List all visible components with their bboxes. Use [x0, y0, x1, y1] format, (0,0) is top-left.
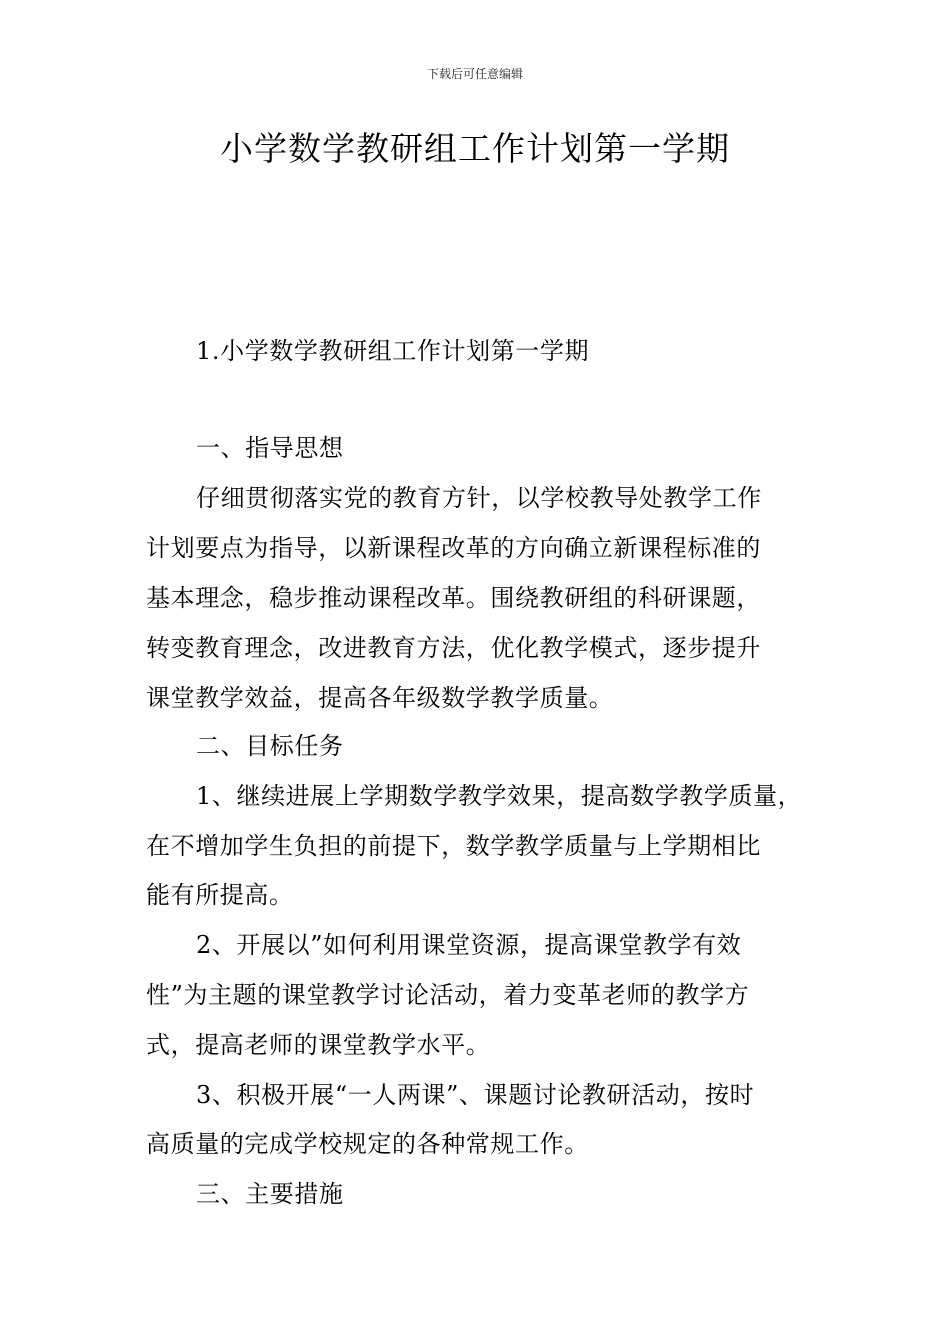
paragraph-line: 能有所提高。 [146, 881, 294, 909]
heading-goals-tasks: 二、目标任务 [196, 732, 344, 760]
document-title: 小学数学教研组工作计划第一学期 [220, 129, 730, 168]
paragraph-line: 仔细贯彻落实党的教育方针，以学校教导处教学工作 [196, 484, 762, 512]
paragraph-line: 计划要点为指导，以新课程改革的方向确立新课程标准的 [146, 534, 761, 562]
paragraph-line: 3、积极开展“一人两课”、课题讨论教研活动，按时 [196, 1081, 755, 1109]
paragraph-line: 转变教育理念，改进教育方法，优化教学模式，逐步提升 [146, 634, 761, 662]
paragraph-line: 高质量的完成学校规定的各种常规工作。 [146, 1130, 589, 1158]
paragraph-line: 1、继续进展上学期数学教学效果，提高数学教学质量， [196, 782, 803, 810]
paragraph-line: 式，提高老师的课堂教学水平。 [146, 1031, 491, 1059]
header-note: 下载后可任意编辑 [426, 67, 523, 81]
paragraph-line: 基本理念，稳步推动课程改革。围绕教研组的科研课题， [146, 584, 761, 612]
heading-guiding-ideology: 一、指导思想 [196, 434, 344, 462]
heading-main-measures: 三、主要措施 [196, 1180, 344, 1208]
paragraph-line: 在不增加学生负担的前提下，数学教学质量与上学期相比 [146, 832, 761, 860]
paragraph-line: 2、开展以”如何利用课堂资源，提高课堂教学有效 [196, 931, 742, 959]
paragraph-line: 性”为主题的课堂教学讨论活动，着力变革老师的教学方 [146, 981, 750, 1009]
section-heading-1: 1.小学数学教研组工作计划第一学期 [196, 337, 590, 365]
paragraph-line: 课堂教学效益，提高各年级数学教学质量。 [146, 684, 614, 712]
